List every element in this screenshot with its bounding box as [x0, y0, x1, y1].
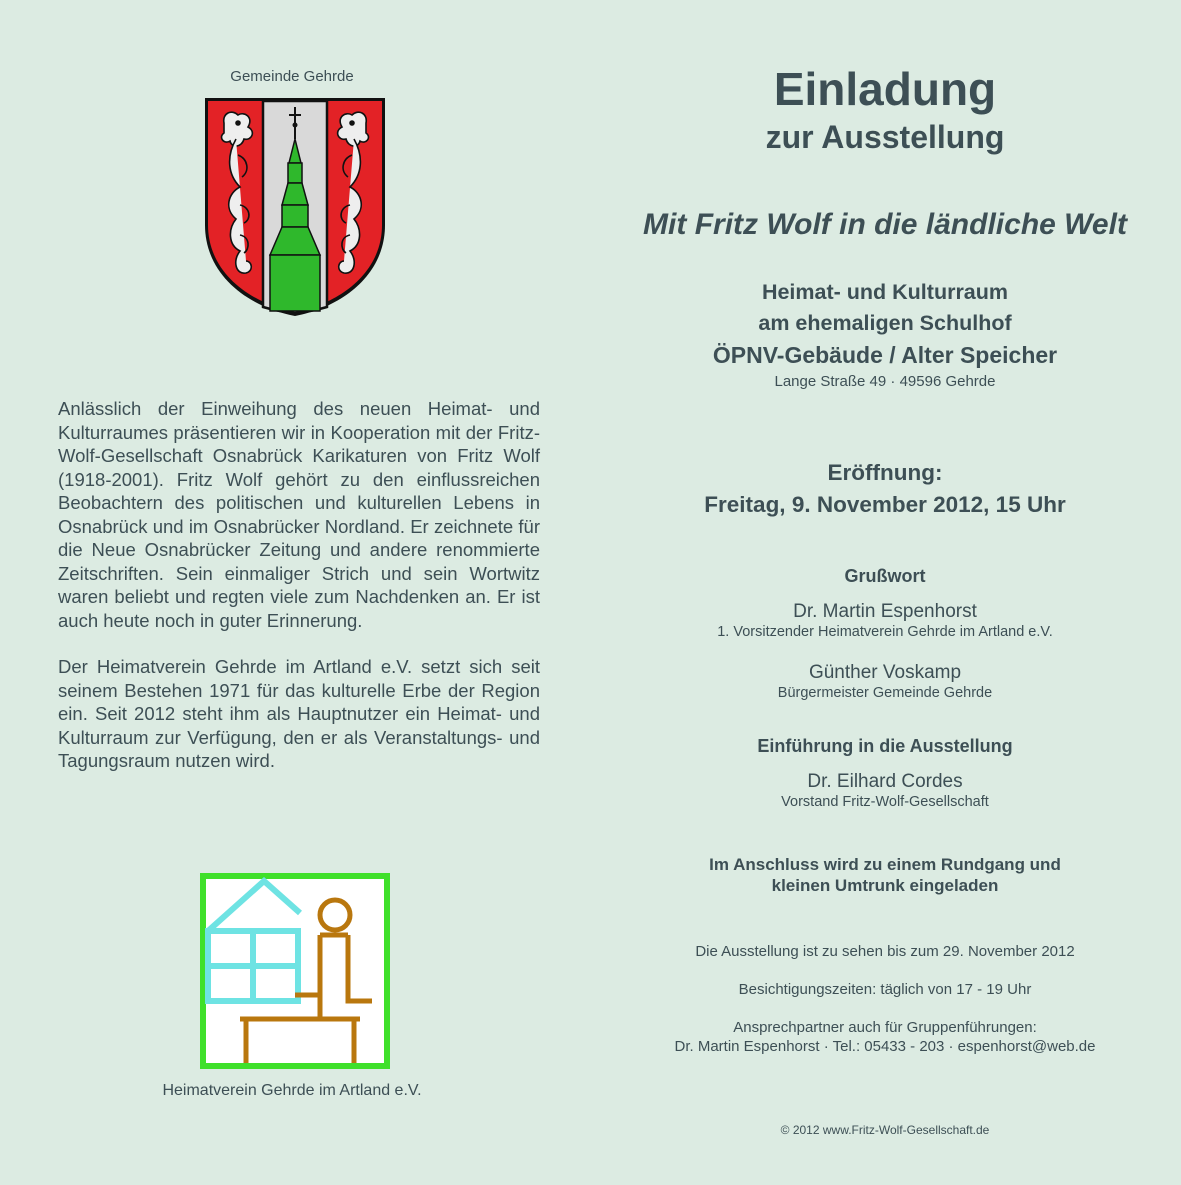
speaker-2-name: Günther Voskamp: [808, 662, 962, 683]
invitation-subtitle: zur Ausstellung: [765, 119, 1005, 155]
speaker-1-role: 1. Vorsitzender Heimatverein Gehrde im Artland e.V.: [717, 624, 1053, 640]
speaker-3-name: Dr. Eilhard Cordes: [807, 771, 963, 792]
greeting-heading: Grußwort: [844, 566, 926, 586]
venue-line-3: ÖPNV-Gebäude / Alter Speicher: [712, 342, 1058, 368]
speaker-3-role: Vorstand Fritz-Wolf-Gesellschaft: [781, 794, 989, 810]
reception-line-2: kleinen Umtrunk eingeladen: [771, 876, 999, 895]
venue-line-1: Heimat- und Kulturraum: [761, 280, 1009, 304]
intro-text: [58, 397, 540, 796]
copyright-notice: © 2012 www.Fritz-Wolf-Gesellschaft.de: [780, 1123, 990, 1137]
gehrde-coat-of-arms: [202, 95, 388, 319]
exhibition-title: Mit Fritz Wolf in die ländliche Welt: [643, 208, 1127, 241]
venue-address: Lange Straße 49 · 49596 Gehrde: [774, 373, 996, 390]
venue-line-2: am ehemaligen Schulhof: [758, 311, 1012, 335]
opening-date: Freitag, 9. November 2012, 15 Uhr: [704, 492, 1066, 517]
reception-line-1: Im Anschluss wird zu einem Rundgang und: [709, 855, 1061, 874]
exhibition-duration: Die Ausstellung ist zu sehen bis zum 29. November 2012: [695, 943, 1075, 960]
contact-details: Dr. Martin Espenhorst · Tel.: 05433 - 203 · espenhorst@web.de: [674, 1038, 1096, 1055]
contact-heading: Ansprechpartner auch für Gruppenführungen:: [733, 1019, 1037, 1036]
heimatverein-logo: [200, 873, 390, 1069]
intro-paragraph-1: Anlässlich der Einweihung des neuen Heimat- und Kulturraumes präsentieren wir in Kooperation mit der Fritz-Wolf-Gesellschaft Osnabrück Karikaturen von Fritz Wolf (1918-2001). Fritz Wolf gehört zu den einflussreichen Beobachtern des politischen und kulturellen Lebens in Osnabrück und im Osnabrücker Nordland. Er zeichnete für die Neue Osnabrücker Zeitung und andere renommierte Zeitschriften. Sein einmaliger Strich und sein Wortwitz waren beliebt und regten viele zum Nachdenken an. Er ist auch heute noch in guter Erinnerung.: [58, 398, 540, 631]
opening-label: Eröffnung:: [827, 460, 943, 485]
speaker-2-role: Bürgermeister Gemeinde Gehrde: [777, 685, 993, 701]
logo-caption: Heimatverein Gehrde im Artland e.V.: [162, 1082, 422, 1099]
coat-of-arms-title: Gemeinde Gehrde: [230, 68, 354, 85]
opening-hours: Besichtigungszeiten: täglich von 17 - 19 Uhr: [738, 981, 1032, 998]
intro-paragraph-2: Der Heimatverein Gehrde im Artland e.V. setzt sich seit seinem Bestehen 1971 für das kulturelle Erbe der Region ein. Seit 2012 steht ihm als Hauptnutzer ein Heimat- und Kulturraum zur Verfügung, den er als Veranstaltungs- und Tagungsraum nutzen wird.: [58, 656, 540, 771]
invitation-title: Einladung: [773, 63, 997, 115]
speaker-1-name: Dr. Martin Espenhorst: [793, 601, 977, 622]
introduction-heading: Einführung in die Ausstellung: [757, 736, 1013, 756]
